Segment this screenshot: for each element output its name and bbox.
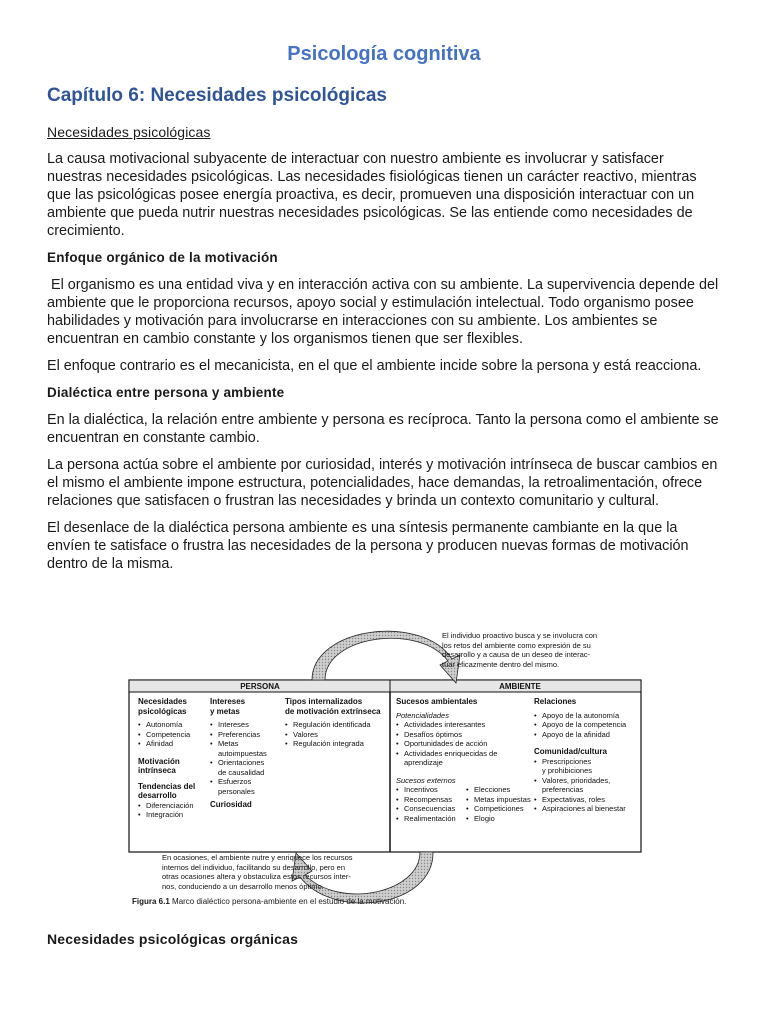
paragraph: El desenlace de la dialéctica persona ambiente es una síntesis permanente cambiante en la que la envíen te satisface o frustra las necesidades de la persona y producen nuevas formas de motivación dentro de la misma.	[47, 520, 689, 572]
top-arrow	[312, 631, 460, 683]
figure-caption	[132, 897, 406, 906]
ambiente-events-column: Sucesos ambientales Potencialidades • Actividades interesantes • Desafíos óptimos • Oportunidades de acción • Actividades enriquecidas de aprendizaje Sucesos externos • Incentivos • Recompensas • Consecuencias • Realimentación • Elecciones • Metas impuestas • Competiciones • Elogio	[396, 697, 536, 823]
chapter-title: Capítulo 6: Necesidades psicológicas	[47, 85, 387, 106]
figure-dialectic-framework	[120, 625, 648, 915]
persona-header: PERSONA	[240, 682, 280, 691]
persona-interests-column: Intereses y metas • Intereses • Preferencias • Metas autoimpuestas • Orientaciones de causalidad • Esfuerzos personales Curiosidad	[210, 697, 280, 810]
top-note: El individuo proactivo busca y se involucra con los retos del ambiente como expresión de su desarrollo y a causa de un deseo de interac- tuar eficazmente dentro del mismo.	[442, 631, 598, 669]
figure-caption-label: Figura 6.1	[132, 897, 170, 906]
paragraph: El enfoque contrario es el mecanicista, en el que el ambiente incide sobre la persona y está reacciona.	[47, 358, 702, 374]
document-body	[47, 123, 723, 582]
section-heading: Necesidades psicológicas orgánicas	[47, 931, 299, 947]
document-title: Psicología cognitiva	[287, 43, 481, 65]
section-heading: Necesidades psicológicas	[47, 124, 211, 140]
persona-extrinsic-column: Tipos internalizados de motivación extrínseca • Regulación identificada • Valores • Regulación integrada	[285, 697, 385, 749]
bottom-note: En ocasiones, el ambiente nutre y enriquece los recursos internos del individuo, facilitando su desarrollo, pero en otras ocasiones altera y obstaculiza estos recursos inter- nos, conduciendo a un desarrollo menos óptimo.	[162, 853, 353, 891]
paragraph: La causa motivacional subyacente de interactuar con nuestro ambiente es involucrar y satisfacer nuestras necesidades psicológicas. Las necesidades fisiológicas tienen un carácter reactivo, mientras que las psicológicas posee energía proactiva, es decir, promueven una disposición interactuar con un ambiente que pueda nutrir nuestras necesidades psicológicas. Se las entiende como necesidades de crecimiento.	[47, 151, 697, 239]
section-heading: Dialéctica entre persona y ambiente	[47, 385, 285, 400]
section-heading: Enfoque orgánico de la motivación	[47, 250, 278, 265]
paragraph: En la dialéctica, la relación entre ambiente y persona es recíproca. Tanto la persona como el ambiente se encuentran en constante cambio.	[47, 412, 719, 446]
ambiente-relations-column: Relaciones • Apoyo de la autonomía • Apoyo de la competencia • Apoyo de la afinidad Comunidad/cultura • Prescripciones y prohibiciones • Valores, prioridades, preferencias • Expectativas, roles • Aspiraciones al bienestar	[534, 697, 638, 814]
ambiente-header: AMBIENTE	[499, 682, 541, 691]
figure-caption-text: Marco dialéctico persona-ambiente en el estudio de la motivación.	[172, 897, 407, 906]
paragraph: La persona actúa sobre el ambiente por curiosidad, interés y motivación intrínseca de buscar cambios en el mismo el ambiente impone estructura, potencialidades, hace demandas, la retroalimentación, ofrece relaciones que satisfacen o frustran las necesidades y brinda un contexto comunitario y cultural.	[47, 457, 718, 509]
paragraph: El organismo es una entidad viva y en interacción activa con su ambiente. La supervivencia depende del ambiente que le proporciona recursos, apoyo social y estimulación intelectual. Todo organismo posee habilidades y motivación para involucrarse en interacciones con su ambiente. Los ambientes se encuentran en cambio constante y los organismos tienen que ser flexibles.	[47, 277, 723, 347]
persona-needs-column: Necesidades psicológicas • Autonomía • Competencia • Afinidad Motivación intrínseca Tendencias del desarrollo • Diferenciación • Integración	[138, 697, 208, 820]
